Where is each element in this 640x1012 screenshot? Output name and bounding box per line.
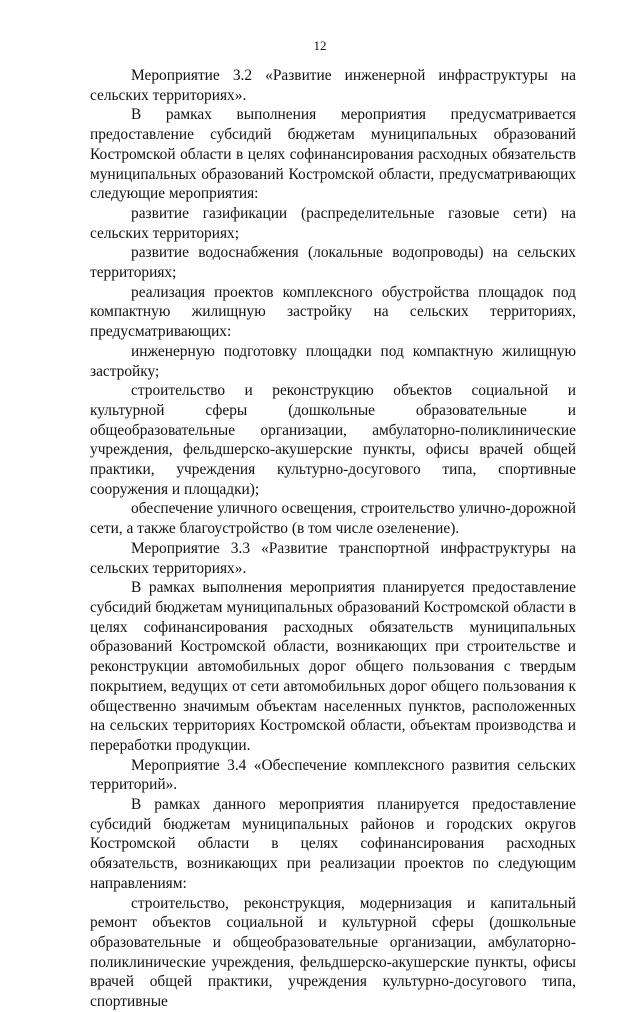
paragraph-measure-3-4-description: В рамках данного мероприятия планируется предоставление субсидий бюджетам муниципальных районов и городских округов Костромской области в целях софинансирования расходных обязательств, возникающих при реализации проектов по следующим направлениям: xyxy=(90,796,576,892)
paragraph-measure-3-2-description: В рамках выполнения мероприятия предусматривается предоставление субсидий бюджетам муниципальных образований Костромской области в целях софинансирования расходных обязательств муниципальных образований Костромской области, предусматривающих следующие мероприятия: xyxy=(90,106,576,203)
paragraph-measure-3-3-title: Мероприятие 3.3 «Развитие транспортной инфраструктуры на сельских территориях». xyxy=(90,539,576,577)
list-item-engineering-preparation: инженерную подготовку площадки под компактную жилищную застройку; xyxy=(90,342,576,380)
document-body xyxy=(90,66,576,1012)
list-item-gasification: развитие газификации (распределительные газовые сети) на сельских территориях; xyxy=(90,204,576,242)
list-item-capital-repair: строительство, реконструкция, модернизация и капитальный ремонт объектов социальной и культурной сферы (дошкольные образовательные и общеобразовательные организации, амбулаторно-поликлинические учреждения, фельдшерско-акушерские пункты, офисы врачей общей практики, учреждения культурно-досугового типа, спортивные xyxy=(90,894,576,1011)
paragraph-measure-3-3-description: В рамках выполнения мероприятия планируется предоставление субсидий бюджетам муниципальных образований Костромской области в целях софинансирования расходных обязательств муниципальных образований Костромской области, возникающих при строительстве и реконструкции автомобильных дорог общего пользования с твердым покрытием, ведущих от сети автомобильных дорог общего пользования к общественно значимым объектам населенных пунктов, расположенных на сельских территориях Костромской области, объектам производства и переработки продукции. xyxy=(90,579,576,754)
page-number: 12 xyxy=(313,38,327,53)
paragraph-measure-3-4-title: Мероприятие 3.4 «Обеспечение комплексного развития сельских территорий». xyxy=(90,756,576,794)
list-item-water-supply: развитие водоснабжения (локальные водопроводы) на сельских территориях; xyxy=(90,244,576,282)
list-item-social-construction: строительство и реконструкцию объектов социальной и культурной сферы (дошкольные образовательные и общеобразовательные организации, амбулаторно-поликлинические учреждения, фельдшерско-акушерские пункты, офисы врачей общей практики, учреждения культурно-досугового типа, спортивные сооружения и площадки); xyxy=(90,382,576,498)
list-item-complex-development: реализация проектов комплексного обустройства площадок под компактную жилищную застройку на сельских территориях, предусматривающих: xyxy=(90,283,576,341)
list-item-street-lighting: обеспечение уличного освещения, строительство улично-дорожной сети, а также благоустройство (в том числе озеленение). xyxy=(90,500,576,538)
paragraph-measure-3-2-title: Мероприятие 3.2 «Развитие инженерной инфраструктуры на сельских территориях». xyxy=(90,67,576,104)
